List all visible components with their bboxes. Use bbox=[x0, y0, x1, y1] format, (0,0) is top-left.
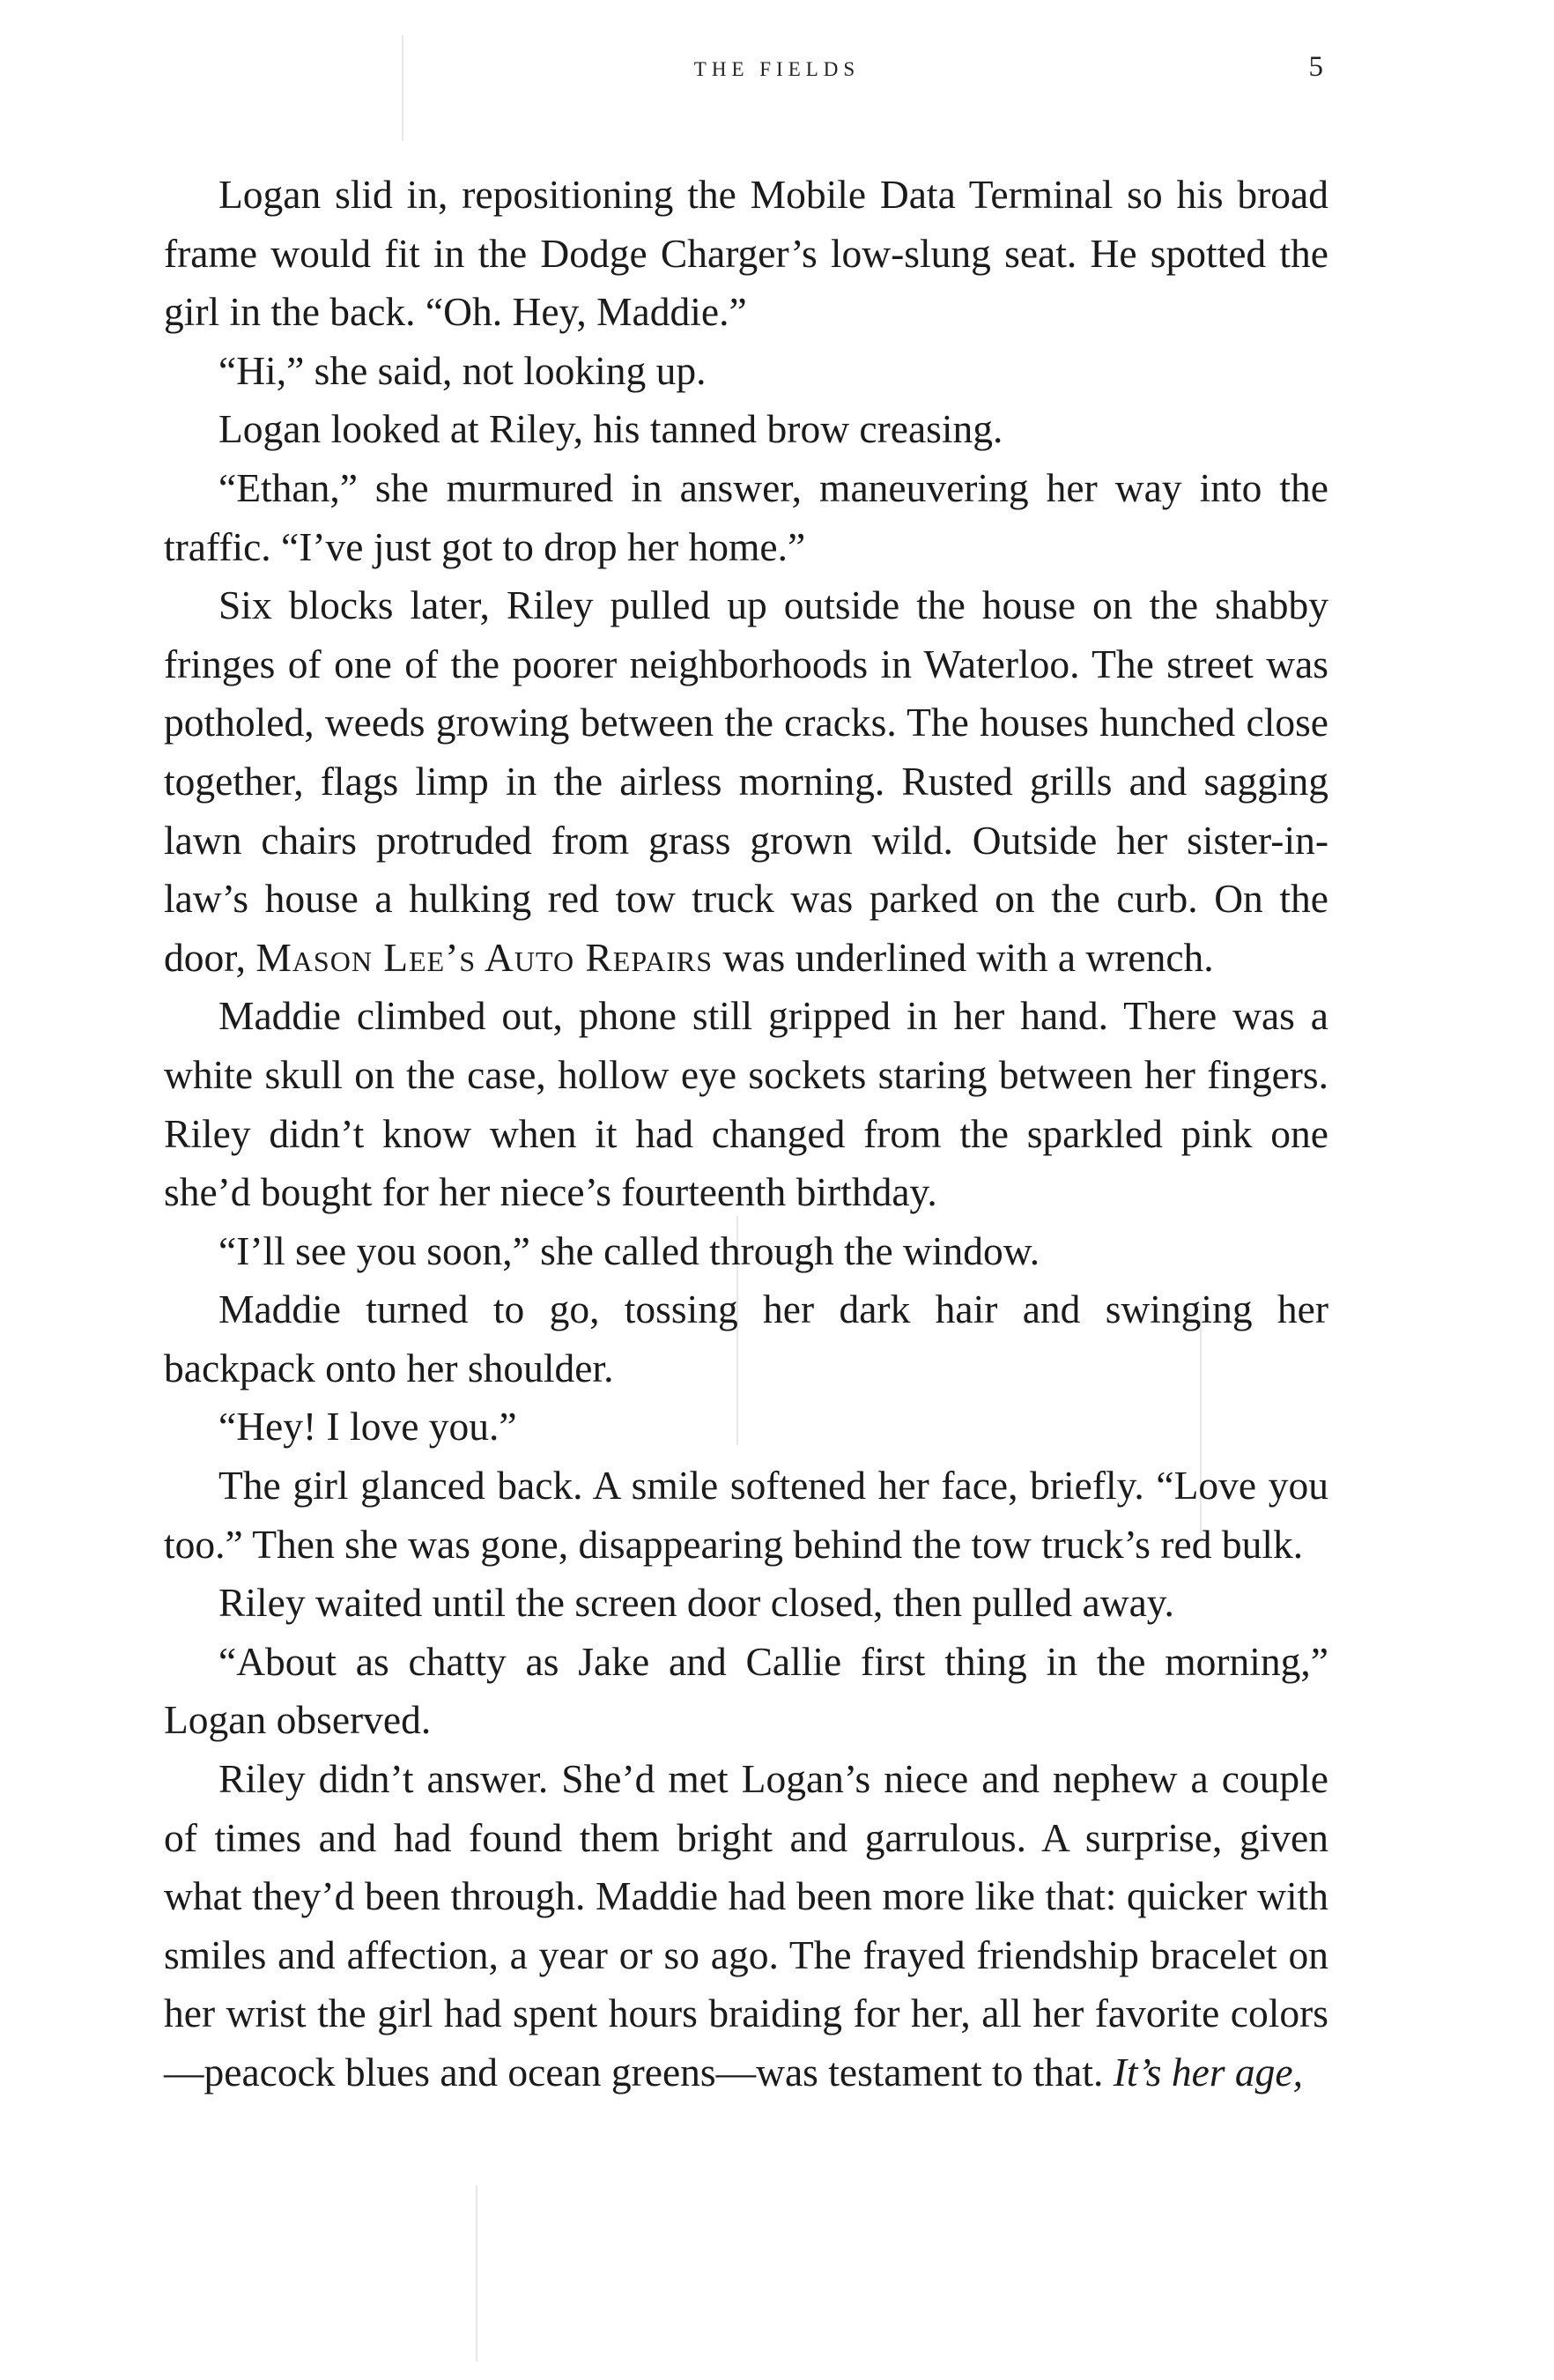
paragraph bbox=[164, 1750, 1328, 2102]
paragraph bbox=[164, 576, 1328, 987]
body-text bbox=[164, 166, 1328, 2102]
paragraph: Maddie turned to go, tossing her dark hair and swinging her backpack onto her shoulder. bbox=[164, 1286, 1328, 1390]
paragraph: Maddie climbed out, phone still gripped in her hand. There was a white skull on the case, hollow eye sockets staring between her fingers. Riley didn’t know when it had changed from the sparkled pink one she’d bought for her niece’s fourteenth birthday. bbox=[164, 993, 1328, 1215]
running-head: THE FIELDS bbox=[693, 58, 861, 80]
paragraph: Logan looked at Riley, his tanned brow creasing. bbox=[218, 406, 1003, 452]
paragraph: “I’ll see you soon,” she called through the window. bbox=[218, 1227, 1040, 1273]
paragraph: “About as chatty as Jake and Callie first thing in the morning,” Logan observed. bbox=[164, 1638, 1328, 1743]
italic-text: It’s her age, bbox=[1113, 2050, 1303, 2095]
paragraph-text: Six blocks later, Riley pulled up outside the house on the shabby fringes of one of the poorer neighborhoods in Waterloo. The street was potholed, weeds growing between the cracks. The houses hunched close together, flags limp in the airless morning. Rusted grills and sagging lawn chairs protruded from grass grown wild. Outside her sister-in-law’s house a hulking red tow truck was parked on the curb. On the door, bbox=[164, 582, 1328, 980]
paragraph: “Hi,” she said, not looking up. bbox=[218, 347, 707, 393]
paragraph: The girl glanced back. A smile softened her face, briefly. “Love you too.” Then she was gone, disappearing behind the tow truck’s red bulk. bbox=[164, 1463, 1328, 1567]
show-through-mark bbox=[476, 2185, 477, 2361]
paragraph: Riley waited until the screen door closed, then pulled away. bbox=[218, 1580, 1174, 1626]
paragraph: “Ethan,” she murmured in answer, maneuvering her way into the traffic. “I’ve just got to drop her home.” bbox=[164, 464, 1328, 569]
paragraph: “Hey! I love you.” bbox=[218, 1404, 517, 1450]
page-header bbox=[0, 51, 1554, 93]
paragraph-text: Riley didn’t answer. She’d met Logan’s niece and nephew a couple of times and had found them bright and garrulous. A surprise, given what they’d been through. Maddie had been more like that: quicker with smiles and affection, a year or so ago. The frayed friendship bracelet on her wrist the girl had spent hours braiding for her, all her favorite colors—peacock blues and ocean greens—was testament to that. bbox=[164, 1756, 1328, 2095]
page-number: 5 bbox=[1308, 51, 1323, 83]
sign-text: Mason Lee’s Auto Repairs bbox=[255, 934, 714, 980]
paragraph-text: was underlined with a wrench. bbox=[722, 934, 1214, 980]
paragraph: Logan slid in, repositioning the Mobile Data Terminal so his broad frame would fit in the Dodge Charger’s low-slung seat. He spotted the girl in the back. “Oh. Hey, Maddie.” bbox=[164, 172, 1328, 335]
